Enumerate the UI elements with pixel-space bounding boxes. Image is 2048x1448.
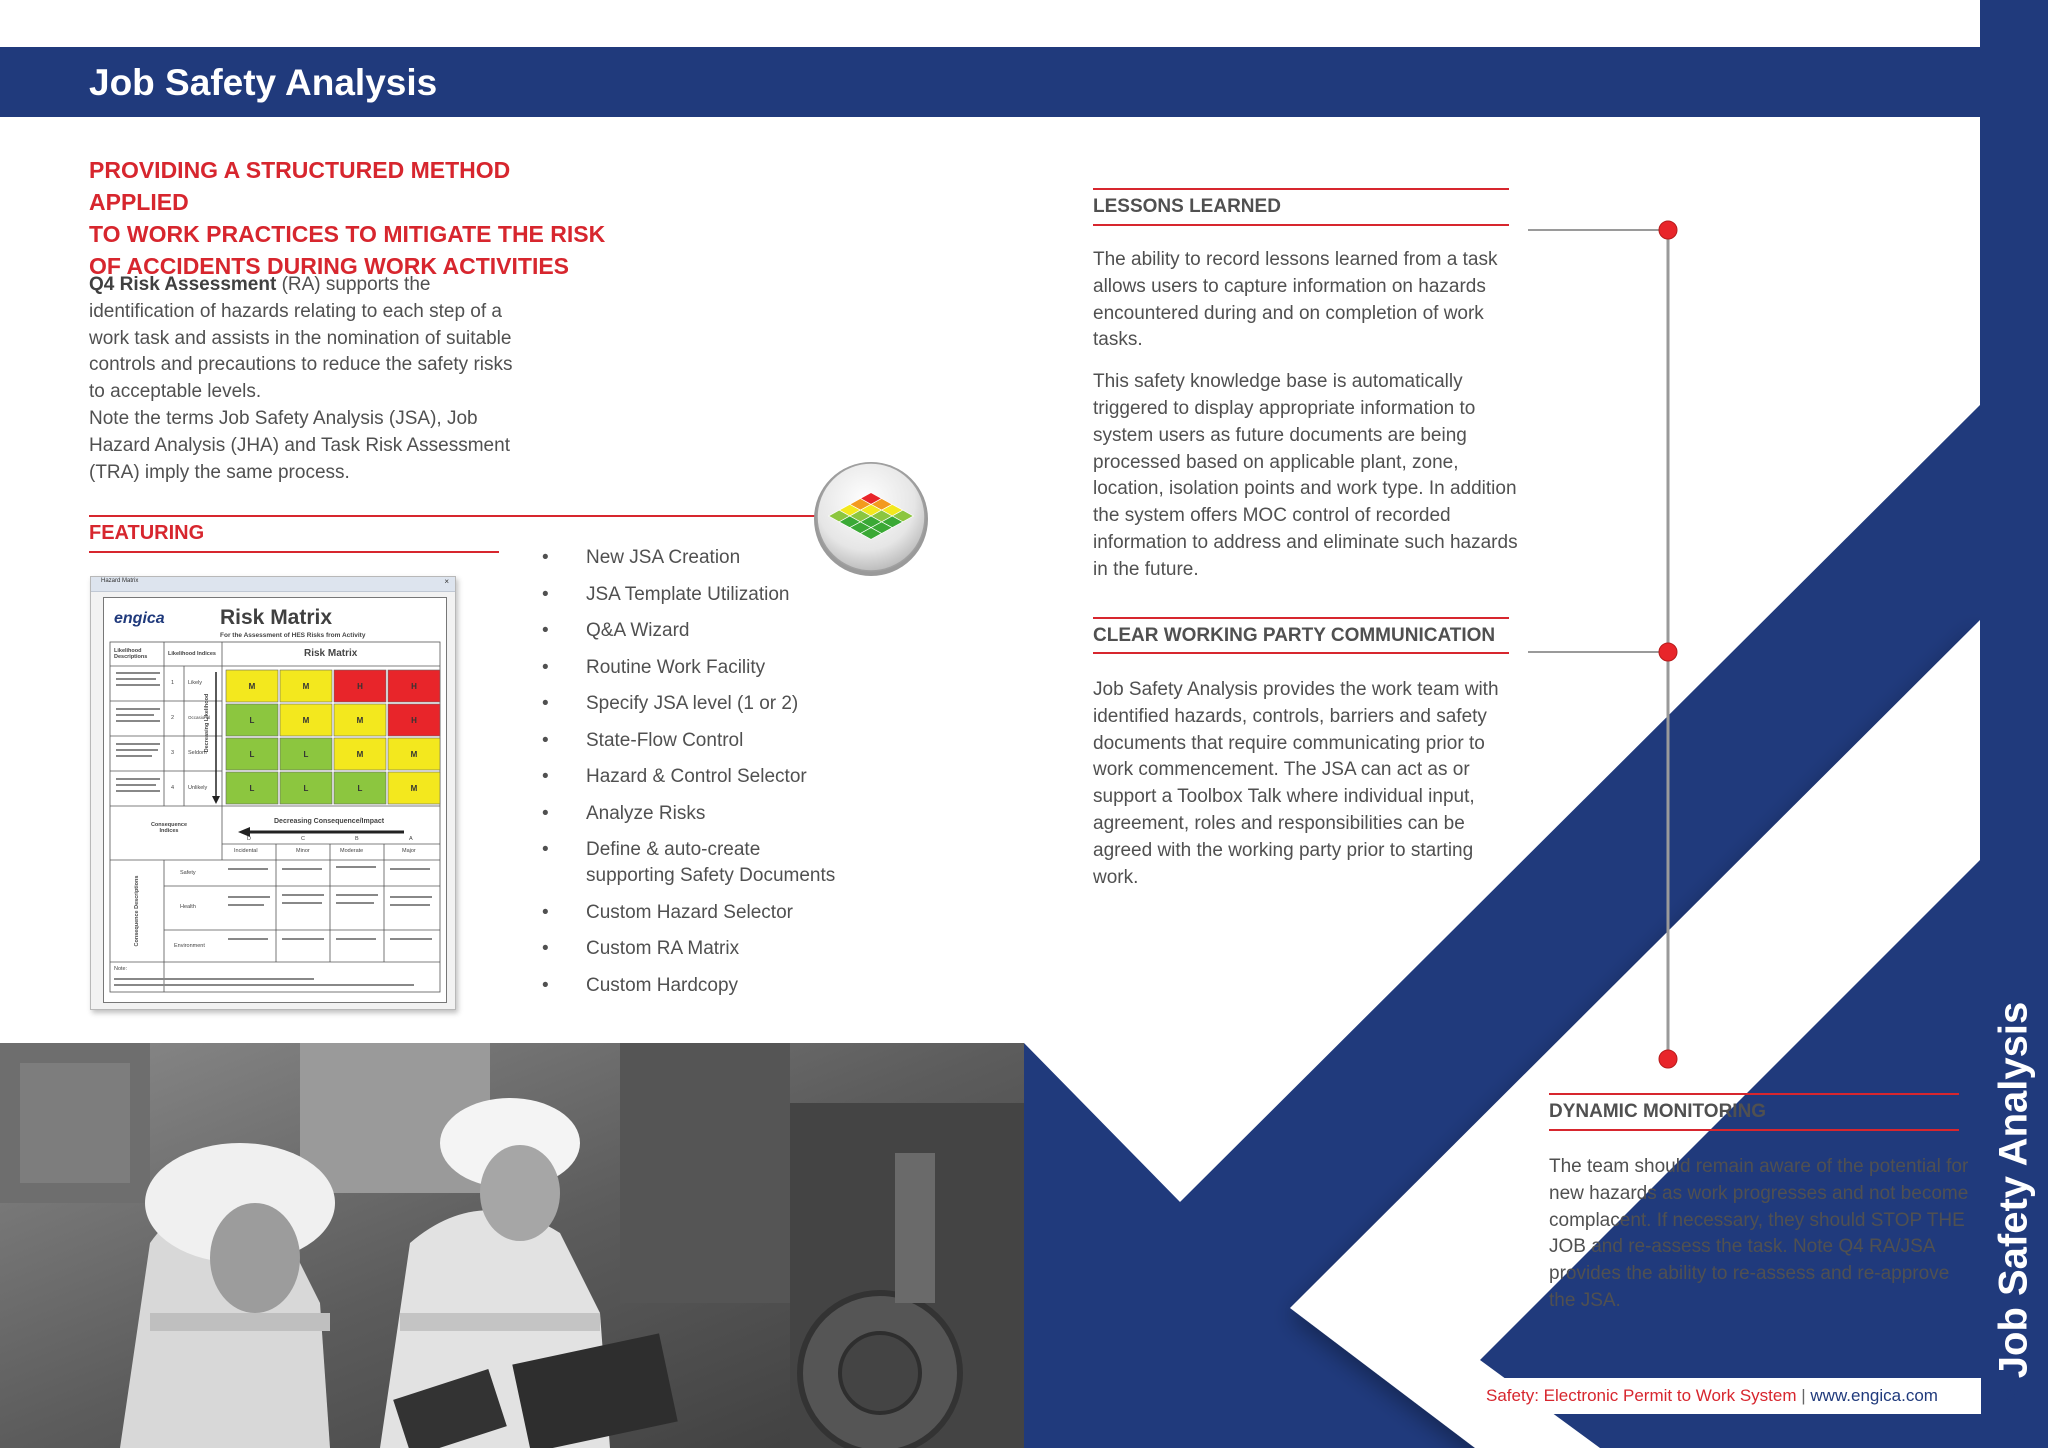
matrix-cell-label: L <box>249 716 255 725</box>
monitoring-text <box>1549 1154 1969 1330</box>
consequence-letter: B <box>355 836 359 842</box>
footer-product: Safety: Electronic Permit to Work System <box>1486 1386 1797 1405</box>
consequence-row-label: Safety <box>180 870 196 876</box>
row-label: Seldom <box>188 750 207 756</box>
consequence-level: Moderate <box>340 848 364 854</box>
timeline <box>1520 200 1680 1080</box>
list-item: • Specify JSA level (1 or 2) <box>540 691 900 717</box>
workers-photo <box>0 1043 1024 1448</box>
headline-line: OF ACCIDENTS DURING WORK ACTIVITIES <box>89 253 570 279</box>
communication-text <box>1093 677 1518 906</box>
timeline-dot <box>1659 221 1677 239</box>
consequence-row-label: Health <box>180 904 196 910</box>
matrix-cell-label: H <box>357 682 363 691</box>
row-number: 2 <box>171 715 175 721</box>
footer-url[interactable]: www.engica.com <box>1810 1386 1938 1405</box>
lessons-text <box>1093 247 1518 599</box>
consequence-indices-label: Consequence Indices <box>150 822 188 834</box>
row-label: Unlikely <box>188 785 208 791</box>
headline-line: TO WORK PRACTICES TO MITIGATE THE RISK <box>89 221 606 247</box>
intro-bold: Q4 Risk Assessment <box>89 274 277 295</box>
featuring-underline <box>89 551 499 553</box>
intro-paragraph <box>89 272 519 486</box>
consequence-letter: D <box>247 836 251 842</box>
matrix-cell-label: L <box>303 784 309 793</box>
side-tab-title: Job Safety Analysis <box>1991 1001 2036 1379</box>
headline-line: PROVIDING A STRUCTURED METHOD APPLIED <box>89 157 511 215</box>
row-number: 1 <box>171 680 175 686</box>
footer-separator: | <box>1801 1386 1806 1405</box>
lessons-paragraph: This safety knowledge base is automatically triggered to display appropriate information to system users as future documents are being processed based on applicable plant, zone, location, isolation points and work type. In addition the system offers MOC control of recorded information to address and eliminate such hazards in the future. <box>1093 371 1518 580</box>
list-item: • Custom Hazard Selector <box>540 900 900 926</box>
matrix-cell-label: M <box>410 750 418 759</box>
list-item: • Hazard & Control Selector <box>540 764 900 790</box>
close-icon: × <box>444 577 449 586</box>
lessons-paragraph: The ability to record lessons learned from a task allows users to capture information on hazards encountered during and on completion of work tasks. <box>1093 249 1498 351</box>
matrix-sheet <box>103 597 447 1003</box>
lessons-underline <box>1093 224 1509 226</box>
communication-topline <box>1093 617 1509 619</box>
featuring-heading: FEATURING <box>89 522 205 544</box>
matrix-subtitle: For the Assessment of HES Risks from Activity <box>220 632 366 639</box>
page-number: 07 <box>2000 1386 2019 1405</box>
consequence-row-label: Environment <box>174 943 205 949</box>
window-title: Hazard Matrix <box>101 578 139 584</box>
list-item: • Define & auto-create supporting Safety Documents <box>540 837 846 889</box>
intro-text: (RA) supports the identification of hazards relating to each step of a work task and assists in the nomination of suitable controls and precautions to reduce the safety risks to acceptable levels. <box>89 274 513 403</box>
risk-matrix-screenshot <box>90 576 456 1010</box>
footer <box>1486 1386 1938 1406</box>
timeline-dot <box>1659 643 1677 661</box>
communication-heading: CLEAR WORKING PARTY COMMUNICATION <box>1093 625 1496 646</box>
matrix-cell-label: L <box>303 750 309 759</box>
list-item: • Q&A Wizard <box>540 618 900 644</box>
monitoring-heading: DYNAMIC MONITORING <box>1549 1101 1767 1122</box>
col-header-descriptions: Likelihood Descriptions <box>114 648 148 660</box>
consequence-letter: A <box>409 836 413 842</box>
headline <box>89 154 609 282</box>
intro-note: Note the terms Job Safety Analysis (JSA), Job Hazard Analysis (JHA) and Task Risk Assessment (TRA) imply the same process. <box>89 407 510 483</box>
window-titlebar <box>91 577 455 592</box>
list-item: • Custom RA Matrix <box>540 936 900 962</box>
consequence-level: Incidental <box>234 848 258 854</box>
consequence-level: Major <box>402 848 416 854</box>
matrix-cell-label: M <box>410 784 418 793</box>
consequence-side-label: Consequence Descriptions <box>134 875 140 947</box>
matrix-cell-label: M <box>302 682 310 691</box>
matrix-cell-label: L <box>249 750 255 759</box>
matrix-cell-label: H <box>411 682 417 691</box>
col-header-indices: Likelihood Indices <box>168 651 216 657</box>
consequence-arrow-label: Decreasing Consequence/Impact <box>274 818 385 825</box>
matrix-cell-label: M <box>248 682 256 691</box>
matrix-cell-label: H <box>411 716 417 725</box>
matrix-cell-label: L <box>249 784 255 793</box>
matrix-cell-label: M <box>302 716 310 725</box>
matrix-cell-label: M <box>356 716 364 725</box>
monitoring-underline <box>1549 1129 1959 1131</box>
timeline-dot <box>1659 1050 1677 1068</box>
list-item: • New JSA Creation <box>540 545 900 571</box>
page-title: Job Safety Analysis <box>89 62 438 103</box>
communication-paragraph: Job Safety Analysis provides the work team with identified hazards, controls, barriers and safety documents that require communicating prior to work commencement. The JSA can act as or support a Toolbox Talk where individual input, agreement, roles and responsibilities can be agreed with the working party prior to starting work. <box>1093 679 1499 888</box>
list-item: • Analyze Risks <box>540 801 900 827</box>
matrix-title: Risk Matrix <box>220 606 333 629</box>
likelihood-vertical-label: Decreasing Likelihood <box>204 693 210 753</box>
monitoring-paragraph: The team should remain aware of the potential for new hazards as work progresses and not become complacent. If necessary, they should STOP THE JOB and re-assess the task. Note Q4 RA/JSA provides the ability to re-assess and re-approve the JSA. <box>1549 1156 1969 1311</box>
row-label: Occasional <box>188 715 211 720</box>
matrix-note-label: Note: <box>114 966 128 972</box>
list-item: • Routine Work Facility <box>540 655 900 681</box>
list-item: • JSA Template Utilization <box>540 582 900 608</box>
consequence-letter: C <box>301 836 305 842</box>
featuring-list <box>540 545 900 1009</box>
matrix-cell-label: L <box>357 784 363 793</box>
communication-underline <box>1093 652 1509 654</box>
row-number: 3 <box>171 750 175 756</box>
monitoring-topline <box>1549 1093 1959 1095</box>
matrix-cell-label: M <box>356 750 364 759</box>
consequence-level: Minor <box>296 848 310 854</box>
list-item: • State-Flow Control <box>540 728 900 754</box>
engica-logo: engica <box>114 610 165 627</box>
lessons-topline <box>1093 188 1509 190</box>
row-label: Likely <box>188 680 203 686</box>
col-header-matrix: Risk Matrix <box>304 648 358 659</box>
lessons-heading: LESSONS LEARNED <box>1093 196 1281 217</box>
list-item: • Custom Hardcopy <box>540 973 900 999</box>
featuring-divider <box>89 515 815 517</box>
row-number: 4 <box>171 785 175 791</box>
